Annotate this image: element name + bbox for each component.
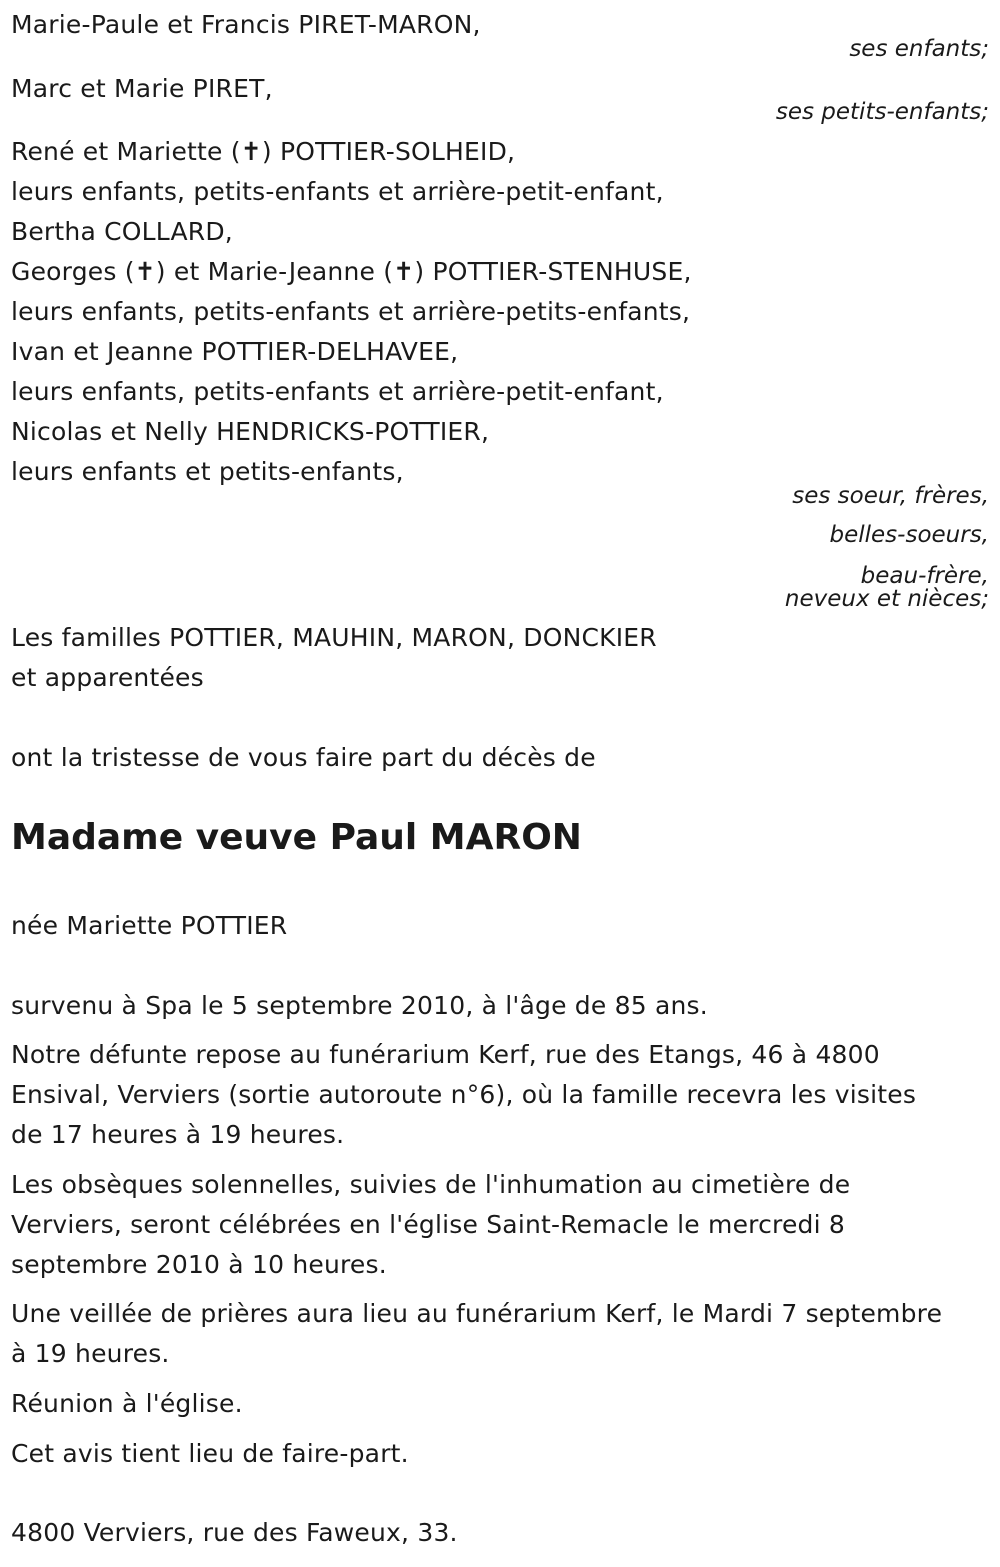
- family-line: Nicolas et Nelly HENDRICKS-POTTIER,: [11, 417, 490, 446]
- family-line: leurs enfants, petits-enfants et arrière-petits-enfants,: [11, 297, 691, 326]
- relation-label: belles-soeurs,: [829, 522, 989, 548]
- detail-line: Réunion à l'église.: [11, 1389, 243, 1418]
- family-line: leurs enfants et petits-enfants,: [11, 457, 404, 486]
- detail-line: de 17 heures à 19 heures.: [11, 1120, 345, 1149]
- family-line: et apparentées: [11, 663, 204, 692]
- relation-label: ses petits-enfants;: [775, 99, 989, 125]
- detail-line: Ensival, Verviers (sortie autoroute n°6), où la famille recevra les visites: [11, 1080, 917, 1109]
- family-line: Bertha COLLARD,: [11, 217, 233, 246]
- family-line: leurs enfants, petits-enfants et arrière-petit-enfant,: [11, 377, 664, 406]
- relation-label: ses enfants;: [849, 36, 989, 62]
- detail-line: à 19 heures.: [11, 1339, 170, 1368]
- family-line: Marc et Marie PIRET,: [11, 74, 273, 103]
- family-line: Les familles POTTIER, MAUHIN, MARON, DONCKIER: [11, 623, 657, 652]
- deceased-name: Madame veuve Paul MARON: [11, 817, 582, 858]
- family-line: René et Mariette (✝) POTTIER-SOLHEID,: [11, 137, 516, 166]
- relation-label: ses soeur, frères,: [792, 483, 989, 509]
- detail-line: Une veillée de prières aura lieu au funérarium Kerf, le Mardi 7 septembre: [11, 1299, 943, 1328]
- detail-line: Les obsèques solennelles, suivies de l'inhumation au cimetière de: [11, 1170, 851, 1199]
- detail-line: Verviers, seront célébrées en l'église Saint-Remacle le mercredi 8: [11, 1210, 846, 1239]
- address: 4800 Verviers, rue des Faweux, 33.: [11, 1518, 458, 1547]
- family-line: Ivan et Jeanne POTTIER-DELHAVEE,: [11, 337, 459, 366]
- detail-line: Notre défunte repose au funérarium Kerf, rue des Etangs, 46 à 4800: [11, 1040, 880, 1069]
- birth-name: née Mariette POTTIER: [11, 911, 288, 940]
- family-line: Marie-Paule et Francis PIRET-MARON,: [11, 10, 481, 39]
- announcement-text: ont la tristesse de vous faire part du décès de: [11, 743, 596, 772]
- detail-line: Cet avis tient lieu de faire-part.: [11, 1439, 409, 1468]
- detail-line: survenu à Spa le 5 septembre 2010, à l'âge de 85 ans.: [11, 991, 708, 1020]
- relation-label: neveux et nièces;: [784, 586, 989, 612]
- family-line: Georges (✝) et Marie-Jeanne (✝) POTTIER-STENHUSE,: [11, 257, 692, 286]
- family-line: leurs enfants, petits-enfants et arrière-petit-enfant,: [11, 177, 664, 206]
- detail-line: septembre 2010 à 10 heures.: [11, 1250, 387, 1279]
- relation-label: beau-frère,: [860, 563, 989, 589]
